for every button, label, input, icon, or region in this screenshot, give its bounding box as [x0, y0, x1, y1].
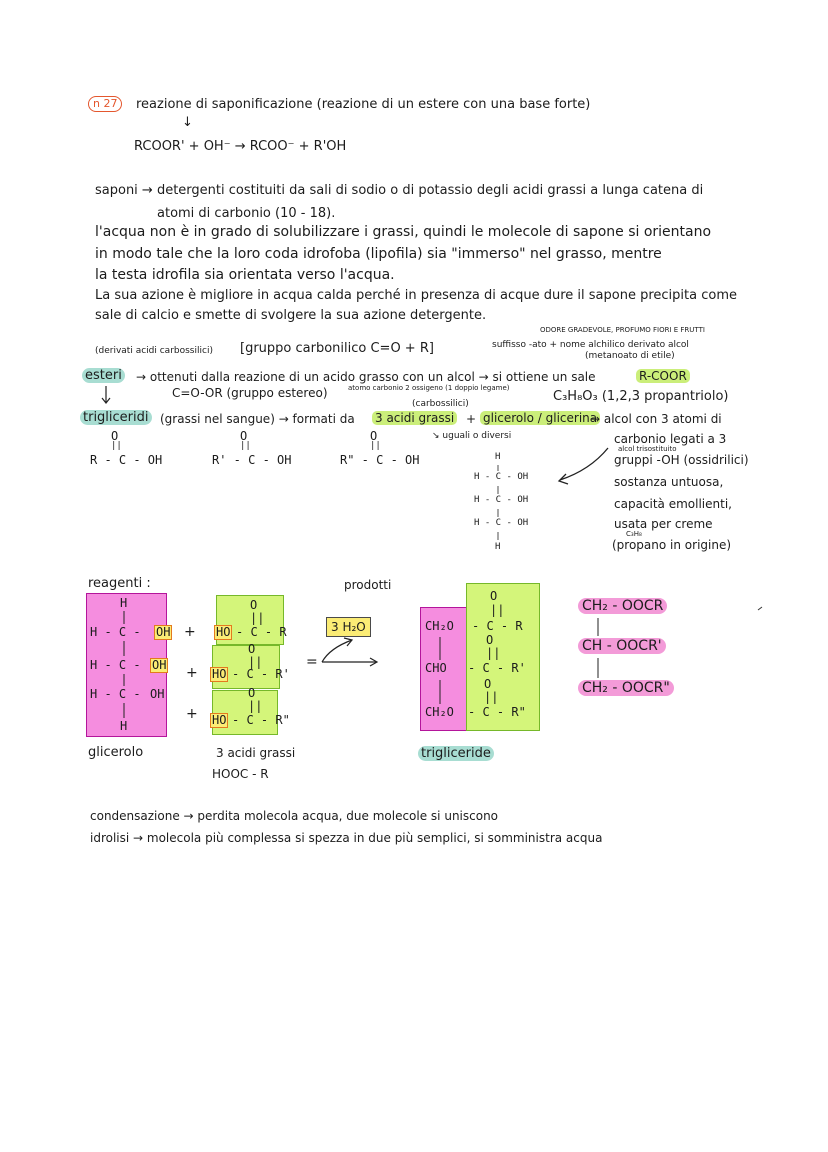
acid-1-formula: R - C - OH [90, 453, 163, 467]
reagenti-label: reagenti : [88, 576, 151, 591]
trigliceridi-label-text: trigliceridi [80, 410, 152, 425]
acid-2-dbl: || [240, 441, 251, 451]
glycerol-oh-1: OH [156, 625, 171, 639]
glycerol-note-6: (propano in origine) [612, 538, 732, 552]
acid-box-3-tail: - C - R" [232, 713, 290, 727]
trigliceridi-plus: + [466, 412, 477, 426]
glycerol-note-5: usata per creme [614, 517, 713, 531]
ester-derivati: (derivati acidi carbossilici) [95, 346, 213, 356]
propantriolo-formula: C₃H₈O₃ (1,2,3 propantriolo) [553, 389, 729, 404]
tg-left-3: CH₂O [425, 705, 454, 719]
ester-suffix-rule: suffisso -ato + nome alchilico derivato alcol [492, 340, 689, 350]
glycerol-curved-arrow [560, 448, 608, 480]
ester-gruppo: [gruppo carbonilico C=O + R] [240, 341, 434, 356]
final-formula-1-text: CH₂ - OOCR [578, 598, 667, 614]
acid-box-1-dbl: || [250, 611, 265, 625]
tg-dbl-mid: || [486, 646, 501, 660]
trigliceridi-grassi: (grassi nel sangue) → formati da [160, 412, 355, 426]
prodotti-label: prodotti [344, 578, 392, 592]
tg-dbl-bot: || [484, 690, 499, 704]
soap-line-6: La sua azione è migliore in acqua calda perché in presenza di acque dure il sapone precipita come [95, 288, 737, 303]
ester-odor-note: ODORE GRADEVOLE, PROFUMO FIORI E FRUTTI [540, 326, 705, 334]
acid-3-o: O [370, 429, 378, 443]
acid-2-o: O [240, 429, 248, 443]
glycerol-oh-2: OH [152, 658, 167, 672]
saponification-equation: RCOOR' + OH⁻ → RCOO⁻ + R'OH [134, 139, 347, 154]
acid-box-2-dbl: || [248, 655, 263, 669]
plus-2: + [186, 665, 198, 681]
soap-line-7: sale di calcio e smette di svolgere la sua azione detergente. [95, 308, 487, 323]
acids-label: 3 acidi grassi [216, 746, 296, 760]
acid-1-dbl: || [111, 441, 122, 451]
water-curved-arrow [322, 640, 352, 662]
glycerol-h-bottom: H [120, 719, 128, 733]
soap-line-3: l'acqua non è in grado di solubilizzare i grassi, quindi le molecole di sapone si orientano [95, 224, 712, 240]
glycerol-note-4: capacità emollienti, [614, 497, 732, 511]
idrolisi-def: idrolisi → molecola più complessa si spezza in due più semplici, si somministra acqua [90, 831, 603, 845]
acid-1-o: O [111, 429, 119, 443]
acid-3-formula: R" - C - OH [340, 453, 420, 467]
ester-carbossilici: (carbossilici) [412, 399, 469, 409]
esteri-description: → ottenuti dalla reazione di un acido grasso con un alcol → si ottiene un sale [136, 370, 596, 384]
trigliceridi-acidi-text: 3 acidi grassi [372, 411, 457, 425]
tg-o-top: O [490, 589, 498, 603]
down-arrow: ↓ [182, 115, 193, 130]
ester-atom-note: atomo carbonio 2 ossigeno (1 doppio legame) [348, 384, 510, 392]
small-glycerol-row-2: H - C - OH [474, 495, 529, 505]
glycerol-note-1: carbonio legati a 3 [614, 432, 727, 446]
tg-right-2: - C - R' [468, 661, 526, 675]
soap-line-4: in modo tale che la loro coda idrofoba (lipofila) sia "immerso" nel grasso, mentre [95, 246, 662, 262]
ester-example: (metanoato di etile) [585, 351, 675, 361]
tg-left-1: CH₂O [425, 619, 454, 633]
glycerol-oh-3: OH [150, 687, 165, 701]
water-product-box: 3 H₂O [326, 617, 371, 637]
triglyceride-label-text: trigliceride [418, 746, 494, 761]
soap-line-5: la testa idrofila sia orientata verso l'acqua. [95, 267, 395, 283]
acid-box-1-ho: HO [216, 625, 231, 639]
final-formula-3-text: CH₂ - OOCR" [578, 680, 674, 696]
tg-right-1: - C - R [472, 619, 523, 633]
glycerol-note-2: gruppi -OH (ossidrilici) [614, 453, 749, 467]
acid-box-3-dbl: || [248, 699, 263, 713]
ester-group-formula: C=O-OR (gruppo estereo) [172, 386, 328, 400]
acid-3-dbl: || [370, 441, 381, 451]
acid-box-3-o: O [248, 686, 256, 700]
glycerol-label: glicerolo [88, 745, 144, 760]
stray-mark [758, 607, 762, 610]
glycerol-row-2: H - C - [90, 658, 141, 672]
soap-line-2: atomi di carbonio (10 - 18). [157, 206, 336, 221]
small-glycerol-h-top: H [495, 452, 501, 462]
acid-box-3-ho: HO [212, 713, 227, 727]
acid-box-1-o: O [250, 598, 258, 612]
small-glycerol-row-3: H - C - OH [474, 518, 529, 528]
glycerol-row-1: H - C - [90, 625, 141, 639]
trigliceridi-alcol: → alcol con 3 atomi di [590, 412, 722, 426]
plus-1: + [184, 624, 196, 640]
ester-salt-formula-text: R-COOR [636, 369, 690, 383]
tg-left-2: CHO [425, 661, 447, 675]
plus-3: + [186, 706, 198, 722]
acid-box-2-tail: - C - R' [232, 667, 290, 681]
glycerol-note-3: sostanza untuosa, [614, 475, 724, 489]
equals-sign: = [306, 654, 318, 670]
condensazione-def: condensazione → perdita molecola acqua, due molecole si uniscono [90, 809, 499, 823]
tg-dbl-top: || [490, 603, 505, 617]
acid-2-formula: R' - C - OH [212, 453, 292, 467]
small-glycerol-row-1: H - C - OH [474, 472, 529, 482]
note-number-tag: n 27 [88, 96, 122, 112]
glycerol-row-3: H - C - [90, 687, 141, 701]
tg-o-bot: O [484, 677, 492, 691]
tg-o-mid: O [486, 633, 494, 647]
glycerol-h-top: H [120, 596, 128, 610]
acid-box-2-ho: HO [212, 667, 227, 681]
small-glycerol-h-bottom: H [495, 542, 501, 552]
esteri-label-text: esteri [82, 368, 125, 383]
saponification-title: reazione di saponificazione (reazione di un estere con una base forte) [136, 97, 591, 112]
acid-box-1-tail: - C - R [236, 625, 287, 639]
soap-line-1: saponi → detergenti costituiti da sali di sodio o di potassio degli acidi grassi a lunga catena di [95, 183, 704, 198]
final-formula-2-text: CH - OOCR' [578, 638, 666, 654]
trigliceridi-uguali: ↘ uguali o diversi [432, 431, 512, 441]
trigliceridi-glicerolo-text: glicerolo / glicerina [480, 411, 600, 425]
glycerol-c3h8: C₃H₈ [626, 530, 642, 538]
tg-right-3: - C - R" [468, 705, 526, 719]
acid-box-2-o: O [248, 642, 256, 656]
acids-formula: HOOC - R [212, 767, 269, 781]
glycerol-trisost: alcol trisostituito [618, 445, 677, 453]
